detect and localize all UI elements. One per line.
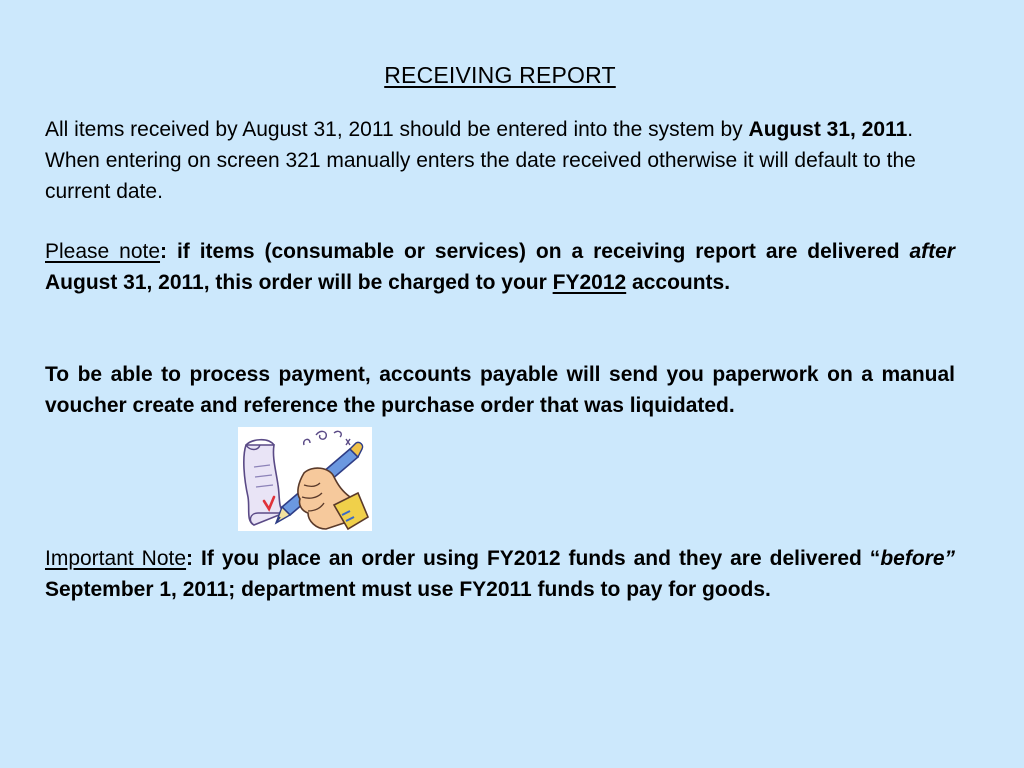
paragraph-entry-deadline-text-a: All items received by August 31, 2011 should be entered into the system by: [45, 118, 743, 141]
please-note-label: Please note: [45, 240, 161, 263]
please-note-colon: :: [160, 240, 168, 263]
please-note-text-b: August 31, 2011, this order will be charged to your: [45, 271, 553, 294]
important-note-label: Important Note: [45, 547, 187, 570]
important-note-text-b: September 1, 2011; department must use FY2011 funds to pay for goods.: [45, 578, 771, 601]
hand-writing-with-pen-on-scroll-icon: [238, 427, 372, 531]
fy2012-label: FY2012: [552, 271, 627, 294]
please-note-text-a: if items (consumable or services) on a receiving report are delivered: [167, 240, 910, 263]
deadline-date: August 31, 2011: [748, 118, 908, 141]
please-note-text-c: accounts.: [626, 271, 731, 294]
important-note-text-a: If you place an order using FY2012 funds and they are delivered “: [193, 547, 881, 570]
paragraph-please-note: [45, 236, 955, 298]
paragraph-entry-deadline-text-b: . When entering on screen 321 manually enters the date received otherwise it will default to the current date.: [45, 118, 916, 203]
please-note-emphasis: after: [909, 240, 955, 263]
important-note-colon: :: [186, 547, 194, 570]
page-title: RECEIVING REPORT: [384, 62, 616, 88]
paragraph-payment: To be able to process payment, accounts payable will send you paperwork on a manual voucher create and reference the purchase order that was liquidated.: [45, 363, 955, 417]
paragraph-entry-deadline: [45, 114, 955, 207]
paragraph-important-note: [45, 543, 955, 605]
important-note-emphasis: before”: [880, 547, 955, 570]
